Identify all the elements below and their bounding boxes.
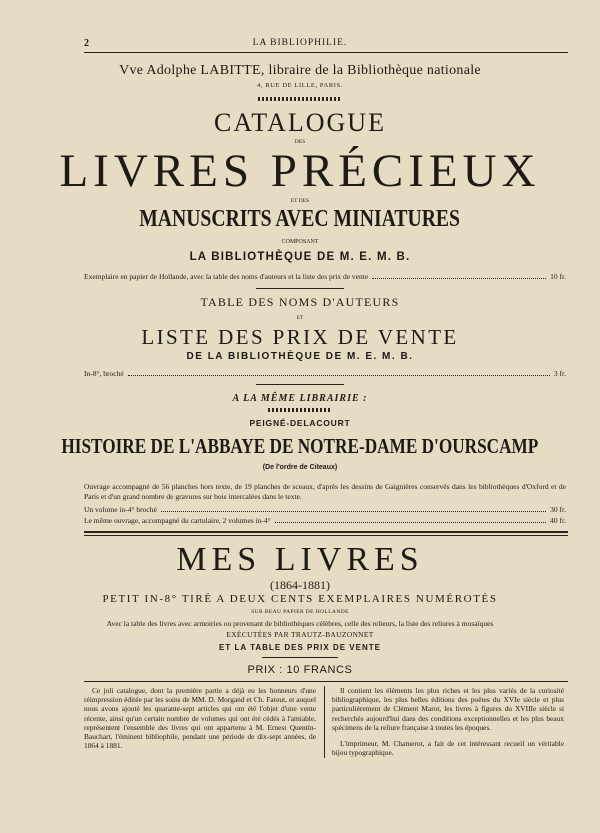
page-number: 2: [84, 38, 89, 49]
dot-leader: [161, 511, 546, 512]
table-format-text: In-8°, broché: [84, 369, 124, 378]
mes-livres-column-right-2: L'imprimeur, M. Chamerot, a fait de cet intéressant recueil un véritable bijou typographique.: [332, 739, 564, 758]
item-text: Un volume in-4° broché: [84, 505, 157, 514]
section-rule-3: [262, 657, 338, 658]
mes-livres-tirage: PETIT IN-8° TIRÉ A DEUX CENTS EXEMPLAIRES NUMÉROTÉS: [102, 593, 498, 605]
catalogue-des: DES: [294, 139, 306, 145]
dot-leader: [372, 278, 546, 279]
catalogue-title: CATALOGUE: [214, 108, 386, 137]
running-title: LA BIBLIOPHILIE.: [252, 38, 348, 48]
catalogue-edition-text: Exemplaire en papier de Hollande, avec la table des noms d'auteurs et la liste des prix de vente: [84, 272, 369, 281]
table-format-line: [84, 369, 566, 378]
publisher-address: 4, RUE DE LILLE, PARIS.: [257, 82, 343, 89]
header-rule: [84, 52, 568, 53]
table-library: DE LA BIBLIOTHÈQUE DE M. E. M. B.: [186, 351, 414, 362]
section-rule-4: [84, 681, 568, 682]
meme-librairie-heading: A LA MÊME LIBRAIRIE :: [232, 393, 368, 404]
meme-librairie-item-1: [84, 505, 566, 514]
thin-rule-top: [84, 535, 568, 536]
catalogue-composant: COMPOSANT: [281, 239, 319, 245]
wavy-ornament-2: [268, 408, 332, 412]
meme-librairie-author: PEIGNÉ-DELACOURT: [249, 418, 351, 428]
catalogue-main-title: LIVRES PRÉCIEUX: [59, 145, 541, 197]
dot-leader: [275, 522, 546, 523]
meme-librairie-description: Ouvrage accompagné de 56 planches hors texte, de 19 planches de sceaux, d'après les dessins de Gaignières conservés dans les bibliothèques d'Oxford et de Paris et d'un grand nombre de gravures sur bois intercalées dans le texte.: [84, 482, 566, 501]
mes-livres-table-prix: ET LA TABLE DES PRIX DE VENTE: [219, 643, 381, 652]
wavy-ornament-1: [258, 97, 342, 101]
catalogue-edition-line: [84, 272, 566, 281]
catalogue-et-des: ET DES: [290, 198, 310, 204]
mes-livres-column-left: Ce joli catalogue, dont la première partie a déjà eu les honneurs d'une réimpression éditée par les soins de MM. D. Morgand et Ch. Fatout, et auquel nous avons ajouté les quarante-sept articles qui ont été l'objet d'une vente récente, ainsi qu'un certain nombre de volumes qui ont été cédés à l'amiable, représentent l'ensemble des livres qui ont appartenu à M. Ernest Quentin-Bauchart, l'éminent bibliophile, pendant une période de dix-sept années, de 1864 à 1881.: [84, 686, 316, 751]
item-price: 30 fr.: [550, 505, 566, 514]
catalogue-library: LA BIBLIOTHÈQUE DE M. E. M. B.: [189, 251, 411, 263]
catalogue-edition-price: 10 fr.: [550, 272, 566, 281]
table-title: TABLE DES NOMS D'AUTEURS: [200, 295, 400, 309]
meme-librairie-item-2: [84, 516, 566, 525]
mes-livres-description: Avec la table des livres avec armoiries ou provenant de bibliothèques célèbres, celle des relieurs, la liste des reliures à mosaïques: [106, 619, 494, 628]
mes-livres-prix: PRIX : 10 FRANCS: [247, 664, 353, 676]
section-rule-1: [256, 288, 344, 289]
meme-librairie-order: (De l'ordre de Citeaux): [262, 464, 338, 471]
thick-rule-top: [84, 531, 568, 533]
mes-livres-years: (1864-1881): [270, 578, 330, 592]
mes-livres-papier: SUR BEAU PAPIER DE HOLLANDE: [251, 609, 349, 615]
meme-librairie-title-wrap: [0, 433, 600, 459]
column-separator: [324, 686, 325, 758]
table-format-price: 3 fr.: [553, 369, 566, 378]
mes-livres-title: MES LIVRES: [176, 541, 424, 578]
publisher-name: Vve Adolphe LABITTE, libraire de la Bibliothèque nationale: [119, 63, 481, 78]
section-rule-2: [256, 384, 344, 385]
item-price: 40 fr.: [550, 516, 566, 525]
table-et: ET: [296, 315, 304, 321]
mes-livres-column-right-1: Il contient les éléments les plus riches et les plus variés de la curiosité bibliographique, les plus belles éditions des poëtes du XVIe siècle et plus particulièrement de Clément Marot, les livres à figures du XVIIIe siècle si recherchés aujourd'hui dans des conditions exceptionnelles et les plus beaux spécimens de la reliure française à toutes les époques.: [332, 686, 564, 732]
meme-librairie-title: HISTOIRE DE L'ABBAYE DE NOTRE-DAME D'OURSCAMP: [61, 434, 539, 458]
catalogue-subtitle: [0, 206, 600, 232]
item-text: Le même ouvrage, accompagné du cartulaire, 2 volumes in-4°: [84, 516, 271, 525]
table-liste: LISTE DES PRIX DE VENTE: [141, 325, 459, 349]
catalogue-subtitle-text: MANUSCRITS AVEC MINIATURES: [139, 206, 461, 232]
dot-leader: [128, 375, 550, 376]
mes-livres-executees: EXÉCUTÉES PAR TRAUTZ-BAUZONNET: [226, 630, 374, 639]
